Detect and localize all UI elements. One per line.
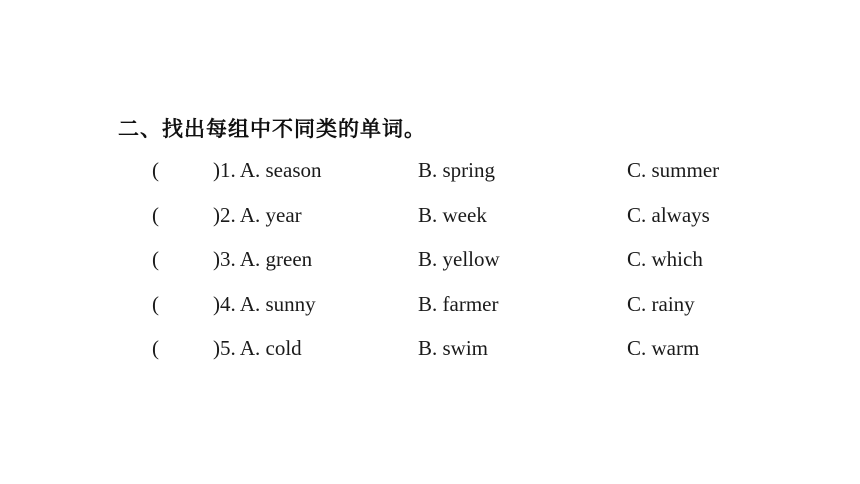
answer-blank[interactable] (166, 247, 210, 273)
answer-paren-open: ( (152, 336, 159, 360)
option-b: B. farmer (418, 292, 499, 316)
option-c: C. summer (627, 158, 720, 182)
option-a: )1. A. season (213, 158, 322, 182)
question-5 (0, 336, 860, 366)
option-c: C. always (627, 203, 710, 227)
option-a: )3. A. green (213, 247, 313, 271)
answer-blank[interactable] (166, 292, 210, 318)
option-a: )4. A. sunny (213, 292, 316, 316)
option-b: B. week (418, 203, 487, 227)
option-c: C. rainy (627, 292, 695, 316)
option-b: B. yellow (418, 247, 500, 271)
question-3 (0, 247, 860, 277)
option-c: C. warm (627, 336, 700, 360)
answer-blank[interactable] (166, 158, 210, 184)
question-1 (0, 158, 860, 188)
answer-paren-open: ( (152, 292, 159, 316)
answer-blank[interactable] (166, 203, 210, 229)
answer-paren-open: ( (152, 247, 159, 271)
option-a: )2. A. year (213, 203, 302, 227)
option-b: B. swim (418, 336, 489, 360)
section-title: 二、找出每组中不同类的单词。 (118, 117, 426, 141)
option-b: B. spring (418, 158, 496, 182)
option-a: )5. A. cold (213, 336, 302, 360)
answer-blank[interactable] (166, 336, 210, 362)
option-c: C. which (627, 247, 703, 271)
answer-paren-open: ( (152, 158, 159, 182)
answer-paren-open: ( (152, 203, 159, 227)
question-4 (0, 292, 860, 322)
question-2 (0, 203, 860, 233)
